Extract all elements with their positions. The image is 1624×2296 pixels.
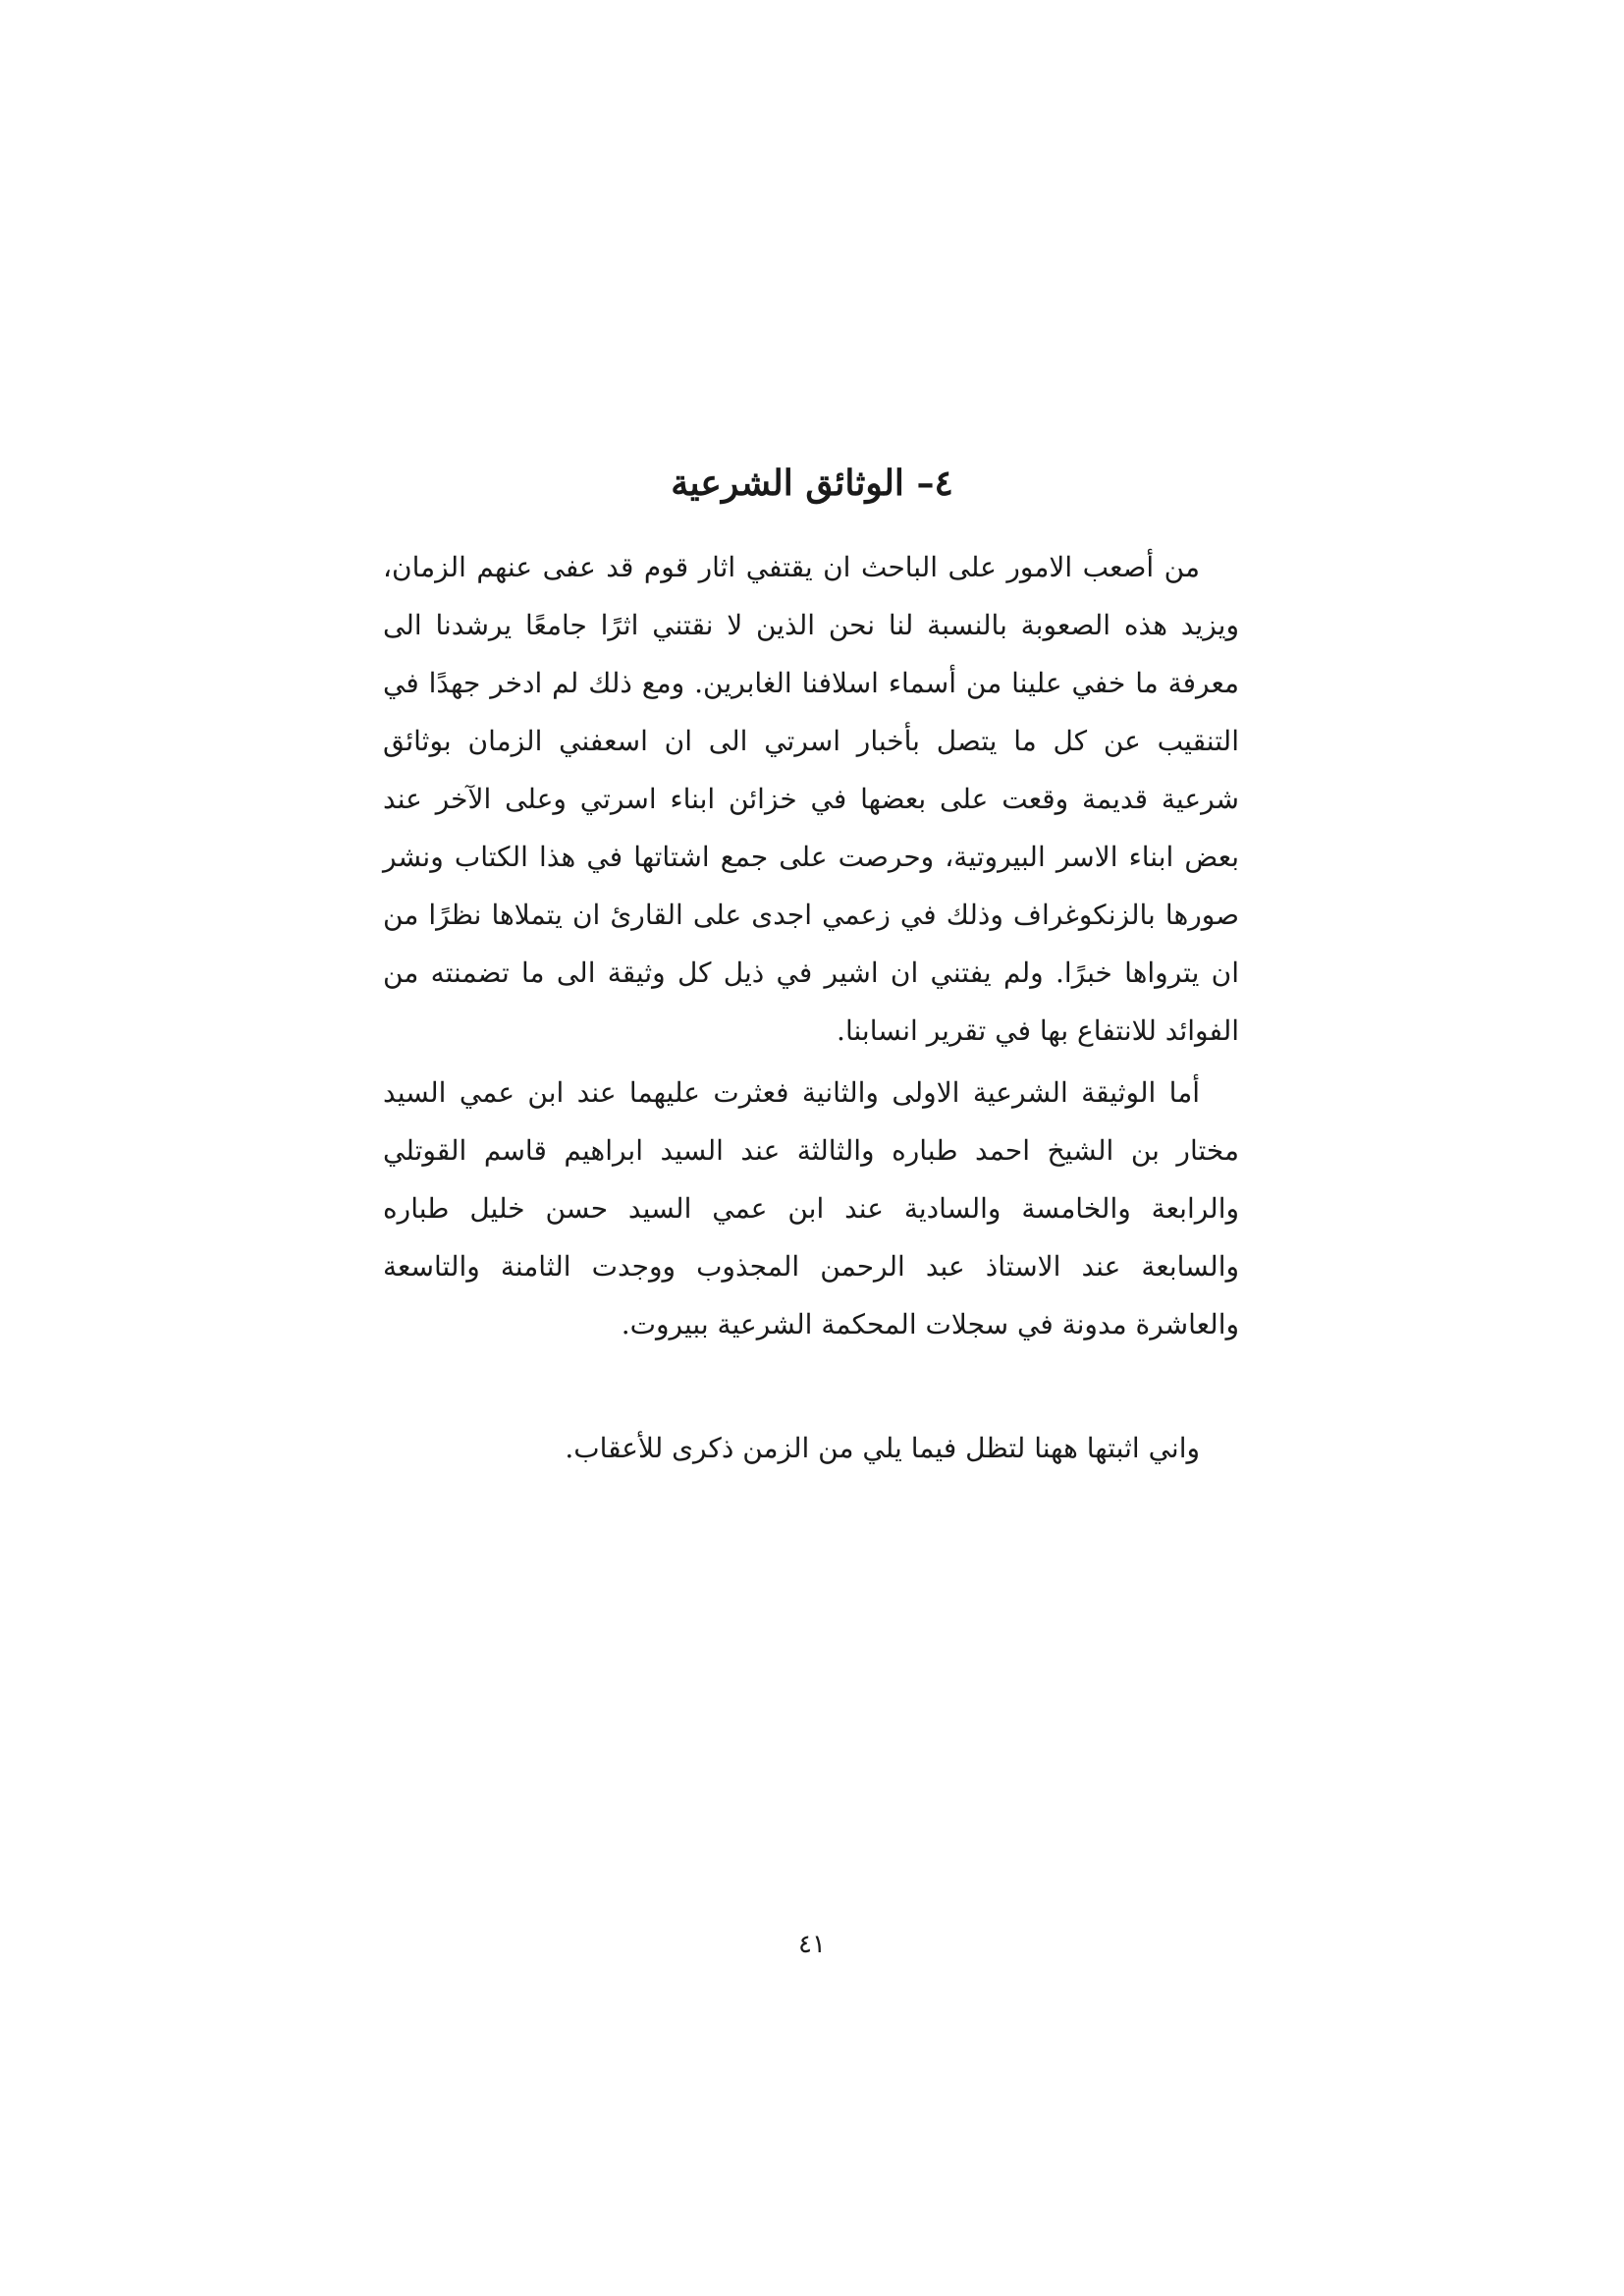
section-heading: ٤– الوثائق الشرعية — [671, 463, 953, 504]
paragraph-container — [383, 538, 1239, 1060]
page-number: ٤١ — [798, 1930, 826, 1959]
paragraph-sources: أما الوثيقة الشرعية الاولى والثانية فعثرت عليهما عند ابن عمي السيد مختار بن الشيخ احمد طباره والثالثة عند السيد ابراهيم قاسم القوتلي والرابعة والخامسة والسادية عند ابن عمي السيد حسن خليل طباره والسابعة عند الاستاذ عبد الرحمن المجذوب ووجدت الثامنة والتاسعة والعاشرة مدونة في سجلات المحكمة الشرعية ببيروت. — [383, 1076, 1239, 1340]
paragraph-intro: من أصعب الامور على الباحث ان يقتفي اثار قوم قد عفى عنهم الزمان، ويزيد هذه الصعوبة بالنسبة لنا نحن الذين لا نقتني اثرًا جامعًا يرشدنا الى معرفة ما خفي علينا من أسماء اسلافنا الغابرين. ومع ذلك لم ادخر جهدًا في التنقيب عن كل ما يتصل بأخبار اسرتي الى ان اسعفني الزمان بوثائق شرعية قديمة وقعت على بعضها في خزائن ابناء اسرتي وعلى الآخر عند بعض ابناء الاسر البيروتية، وحرصت على جمع اشتاتها في هذا الكتاب ونشر صورها بالزنكوغراف وذلك في زعمي اجدى على القارئ ان يتملاها نظرًا من ان يترواها خبرًا. ولم يفتني ان اشير في ذيل كل وثيقة الى ما تضمنته من الفوائد للانتفاع بها في تقرير انسابنا. — [383, 551, 1239, 1047]
paragraph-closing: واني اثبتها ههنا لتظل فيما يلي من الزمن ذكرى للأعقاب. — [565, 1432, 1200, 1464]
paragraph-container — [383, 1419, 1239, 1477]
paragraph-container — [383, 1064, 1239, 1353]
